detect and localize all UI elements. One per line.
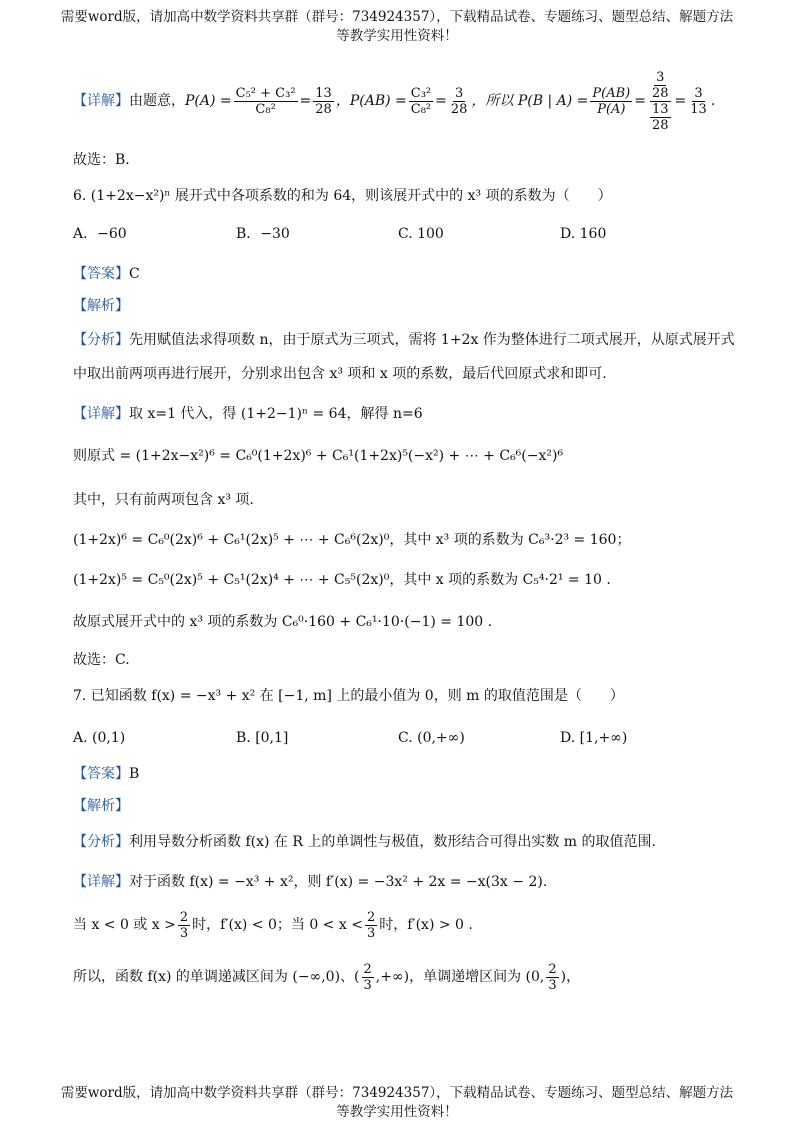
q6-answer-line — [73, 264, 140, 284]
q5-pa-frac — [234, 86, 298, 117]
q5-pa-val — [313, 86, 334, 117]
footer-banner-line2: 等教学实用性资料！ — [336, 1104, 458, 1120]
q7-d2-b: 时，f′(x) < 0；当 0 < x < — [192, 917, 363, 933]
q5-compound-frac — [648, 70, 673, 133]
q7-detail-line2 — [73, 905, 473, 945]
footer-banner — [0, 1084, 794, 1122]
q6-fenxi-1: 先用赋值法求得项数 n，由于原式为三项式，需将 1+2x 作为整体进行二项式展开，从原式展开式 — [129, 332, 735, 348]
q7-d3-frac2 — [546, 962, 558, 993]
q5-pab-lhs: ，P(AB) = — [335, 93, 407, 109]
q5-pa-val-den: 28 — [315, 101, 332, 117]
q5-detail-text: 由题意， — [129, 93, 185, 109]
q5-final-den: 13 — [690, 101, 707, 117]
q7-d2-frac — [178, 910, 190, 941]
q7-detail-tag: 【详解】 — [73, 874, 129, 890]
q5-pab-val-num: 3 — [455, 85, 464, 101]
q6-option-d: D. 160 — [560, 226, 607, 242]
q6-fenxi-tag: 【分析】 — [73, 332, 129, 348]
q7-d3-frac2-den: 3 — [548, 977, 557, 993]
q7-fenxi-line — [73, 832, 656, 852]
q5-pab-frac — [409, 86, 433, 117]
q6-detail-2: 则原式 = (1+2x−x²)⁶ = C₆⁰(1+2x)⁶ + C₆¹(1+2x)⁵(−x²) + ⋯ + C₆⁶(−x²)⁶ — [73, 448, 564, 464]
q6-analysis-tag: 【解析】 — [73, 298, 129, 314]
q7-d3-b: ,+∞)，单调递增区间为 (0, — [375, 969, 545, 985]
footer-banner-line1: 需要word版，请加高中数学资料共享群（群号：734924357），下载精品试卷、专题练习、题型总结、解题方法 — [60, 1085, 734, 1101]
q5-pab-val — [449, 86, 470, 117]
q6-detail-3: 其中，只有前两项包含 x³ 项. — [73, 492, 254, 508]
q7-d2-frac2-num: 2 — [366, 909, 376, 925]
q5-pab-den: C₈² — [410, 101, 432, 117]
q7-option-b: B. [0,1] — [236, 730, 289, 746]
q7-answer-tag: 【答案】 — [73, 766, 129, 782]
q5-cond-den: P(A) — [597, 101, 626, 117]
q6-detail-5: (1+2x)⁵ = C₅⁰(2x)⁵ + C₅¹(2x)⁴ + ⋯ + C₅⁵(2x)⁰，其中 x 项的系数为 C₅⁴·2¹ = 10 . — [73, 572, 611, 588]
q7-fenxi-1: 利用导数分析函数 f(x) 在 R 上的单调性与极值，数形结合可得出实数 m 的取值范围. — [129, 834, 656, 850]
q7-d3-frac-den: 3 — [363, 977, 372, 993]
q5-so-text: ，所以 P(B | A) = — [471, 93, 589, 109]
q5-pa-val-num: 13 — [315, 85, 332, 101]
q7-analysis-tag: 【解析】 — [73, 798, 129, 814]
q5-cond-num: P(AB) — [592, 85, 631, 101]
q7-stem: 7. 已知函数 f(x) = −x³ + x² 在 [−1, m] 上的最小值为 0，则 m 的取值范围是（ ） — [73, 688, 624, 704]
q6-option-a: A．−60 — [73, 226, 127, 242]
q6-detail-4: (1+2x)⁶ = C₆⁰(2x)⁶ + C₆¹(2x)⁵ + ⋯ + C₆⁶(2x)⁰，其中 x³ 项的系数为 C₆³·2³ = 160； — [73, 532, 631, 548]
q5-cf-bot — [648, 102, 673, 133]
q5-pa-den: C₈² — [255, 101, 276, 117]
q7-d3-a: 所以，函数 f(x) 的单调递减区间为 (−∞,0)、( — [73, 969, 360, 985]
q5-final-eq: = — [674, 93, 687, 109]
q5-choose: 故选：B. — [73, 152, 130, 168]
q5-final-dot: . — [710, 93, 716, 109]
q6-detail-tag: 【详解】 — [73, 406, 129, 422]
q5-cond-eq: = — [634, 93, 646, 109]
q7-detail-line3 — [73, 955, 580, 999]
q7-option-a: A. (0,1) — [73, 730, 126, 746]
q6-option-b: B．−30 — [236, 226, 290, 242]
q7-d2-a: 当 x < 0 或 x > — [73, 917, 176, 933]
q7-d2-frac2-den: 3 — [366, 925, 376, 941]
q7-d3-c: )， — [560, 969, 581, 985]
q7-detail-line1 — [73, 872, 547, 892]
q7-d2-frac-num: 2 — [179, 909, 189, 925]
q5-cf-top — [650, 70, 671, 102]
q6-fenxi-2: 中取出前两项再进行展开，分别求出包含 x³ 项和 x 项的系数，最后代回原式求和即可. — [73, 366, 607, 382]
q6-fenxi-line1 — [73, 330, 735, 350]
q7-d3-frac — [362, 962, 374, 993]
q5-pab-val-den: 28 — [450, 101, 468, 117]
q6-detail-line1 — [73, 404, 423, 424]
q5-pab-num: C₃² — [410, 85, 432, 101]
q5-pa-num: C₅² + C₃² — [235, 85, 296, 101]
q7-answer: B — [129, 766, 140, 782]
header-banner — [0, 8, 794, 46]
header-banner-line2: 等教学实用性资料！ — [336, 28, 458, 44]
q6-detail-1: 取 x=1 代入，得 (1+2−1)ⁿ = 64，解得 n=6 — [129, 406, 423, 422]
q5-cond-frac — [590, 86, 632, 117]
q5-pa-lhs: P(A) = — [185, 93, 232, 109]
q7-d2-frac-den: 3 — [179, 925, 189, 941]
q6-stem: 6. (1+2x−x²)ⁿ 展开式中各项系数的和为 64，则该展开式中的 x³ 项的系数为（ ） — [73, 188, 612, 204]
q7-option-c: C. (0,+∞) — [398, 730, 465, 746]
q5-final-frac — [688, 86, 709, 117]
q7-d2-c: 时，f′(x) > 0 . — [379, 917, 473, 933]
q7-fenxi-tag: 【分析】 — [73, 834, 129, 850]
q5-detail-line — [73, 66, 715, 136]
q5-final-num: 3 — [694, 85, 703, 101]
q5-pab-eq: = — [435, 93, 447, 109]
q6-answer: C — [129, 266, 140, 282]
q7-detail-1: 对于函数 f(x) = −x³ + x²，则 f′(x) = −3x² + 2x = −x(3x − 2). — [129, 874, 548, 890]
q5-detail-tag: 【详解】 — [73, 93, 129, 109]
q6-answer-tag: 【答案】 — [73, 266, 129, 282]
q7-answer-line — [73, 764, 139, 784]
q7-option-d: D. [1,+∞) — [560, 730, 628, 746]
q5-pa-eq: = — [299, 93, 312, 109]
q6-detail-6: 故原式展开式中的 x³ 项的系数为 C₆⁰·160 + C₆¹·10·(−1) = 100 . — [73, 614, 493, 630]
q6-option-c: C. 100 — [398, 226, 444, 242]
q6-choose: 故选：C. — [73, 652, 130, 668]
q5-cf-bot-num: 13 — [652, 101, 669, 117]
q7-d2-frac2 — [365, 910, 377, 941]
q5-cf-bot-den: 28 — [652, 117, 669, 133]
q5-cf-top-den: 28 — [652, 85, 669, 101]
q7-d3-frac2-num: 2 — [548, 961, 557, 977]
q7-d3-frac-num: 2 — [363, 961, 372, 977]
q5-cf-top-num: 3 — [656, 69, 665, 85]
header-banner-line1: 需要word版，请加高中数学资料共享群（群号：734924357），下载精品试卷、专题练习、题型总结、解题方法 — [60, 9, 734, 25]
